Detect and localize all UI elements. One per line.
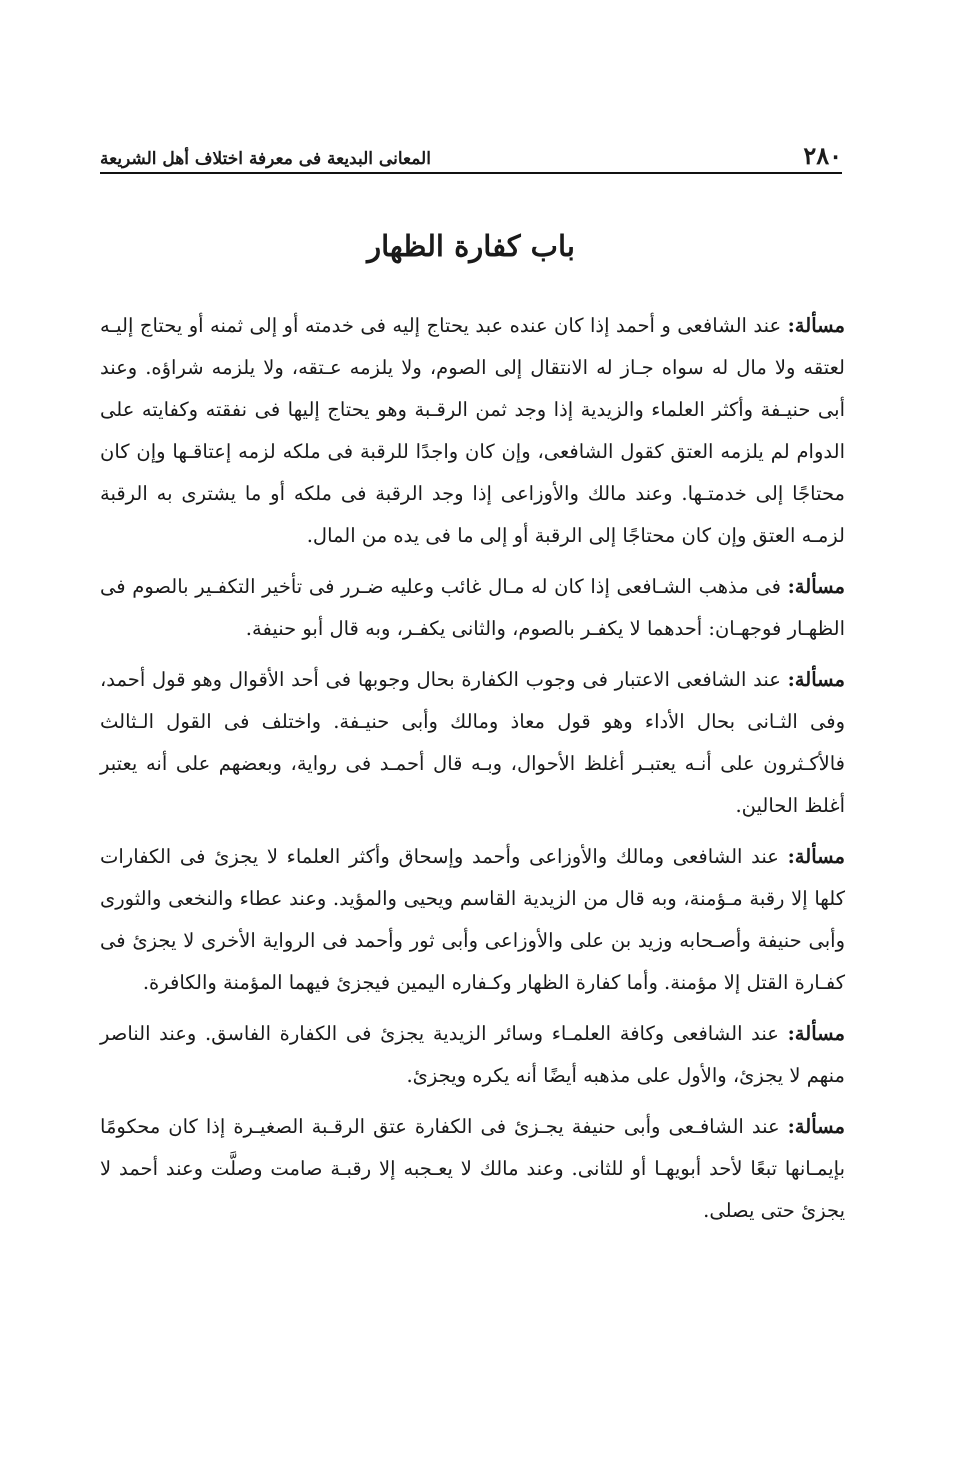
- masala-lead: مسألة:: [787, 845, 845, 868]
- chapter-title: باب كفارة الظهار: [367, 229, 575, 263]
- masala-lead: مسألة:: [787, 1115, 845, 1138]
- masala-paragraph: [100, 566, 845, 650]
- masala-text: عند الشافعى وكافة العلمـاء وسائر الزيدية يجزئ فى الكفارة الفاسق. وعند الناصر منهم لا يجزئ، والأول على مذهبه أيضًا أنه يكره ويجزئ.: [100, 1022, 845, 1087]
- masala-text: عند الشافعى و أحمد إذا كان عنده عبد يحتاج إليه فى خدمته أو إلى ثمنه أو يحتاج إليـه لعتقه ولا مال له سواه جـاز له الانتقال إلى الصوم، ولا يلزمه عـتقه، ولا يلزمه شراؤه. وعند أبى حنيـفة وأكثر العلماء والزيدية إذا وجد ثمن الرقـبة وهو يحتاج إليها فى نفقته وكفايته على الدوام لم يلزمه العتق كقول الشافعى، وإن كان واجدًا للرقبة فى ملكه لزمه إعتاقـها وإن كان محتاجًا إلى خدمتـها. وعند مالك والأوزاعى إذا وجد الرقبة فى ملكه أو ما يشترى به الرقبة لزمـه العتق وإن كان محتاجًا إلى الرقبة أو إلى ما فى يده من المال.: [100, 314, 845, 547]
- masala-paragraph: [100, 836, 845, 1004]
- running-header: [100, 134, 842, 174]
- masala-paragraph: [100, 659, 845, 827]
- running-title: المعانى البديعة فى معرفة اختلاف أهل الشريعة: [100, 149, 431, 169]
- masala-lead: مسألة:: [787, 575, 845, 598]
- masala-lead: مسألة:: [787, 314, 845, 337]
- masala-paragraph: [100, 1013, 845, 1097]
- masala-text: فى مذهب الشـافعى إذا كان له مـال غائب وعليه ضـرر فى تأخير التكفـير بالصوم فى الظهـار فوجهـان: أحدهما لا يكفـر بالصوم، والثانى يكفـر، وبه قال أبو حنيفة.: [100, 575, 845, 640]
- masala-text: عند الشافعى الاعتبار فى وجوب الكفارة بحال وجوبها فى أحد الأقوال وهو قول أحمد، وفى الثـانى بحال الأداء وهو قول معاذ ومالك وأبى حنيـفة. واختلف فى القول الـثالث فالأكـثرون على أنـه يعتبـر أغلظ الأحوال، وبـه قال أحمـد فى رواية، وبعضهم على أنه يعتبر أغلظ الحالين.: [100, 668, 845, 817]
- page-number: ٢٨٠: [803, 141, 842, 170]
- masala-paragraph: [100, 305, 845, 557]
- masala-lead: مسألة:: [787, 668, 845, 691]
- masala-text: عند الشافـعى وأبى حنيفة يجـزئ فى الكفارة عتق الرقـبة الصغيـرة إذا كان محكومًا بإيمـانها تبعًا لأحد أبويهـا أو للثانى. وعند مالك لا يعـجبه إلا رقبـة صامت وصلَّت وعند أحمد لا يجزئ حتى يصلى.: [100, 1115, 845, 1222]
- masala-text: عند الشافعى ومالك والأوزاعى وأحمد وإسحاق وأكثر العلماء لا يجزئ فى الكفارات كلها إلا رقبة مـؤمنة، وبه قال من الزيدية القاسم ويحيى والمؤيد. وعند عطاء والنخعى والثورى وأبى حنيفة وأصـحابه وزيد بن على والأوزاعى وأبى ثور وأحمد فى الرواية الأخرى لا يجزئ فى كفـارة القتل إلا مؤمنة. وأما كفارة الظهار وكـفاره اليمين فيجزئ فيهما المؤمنة والكافرة.: [100, 845, 845, 994]
- masala-paragraph: [100, 1106, 845, 1232]
- masala-lead: مسألة:: [787, 1022, 845, 1045]
- body-text: [100, 305, 845, 1241]
